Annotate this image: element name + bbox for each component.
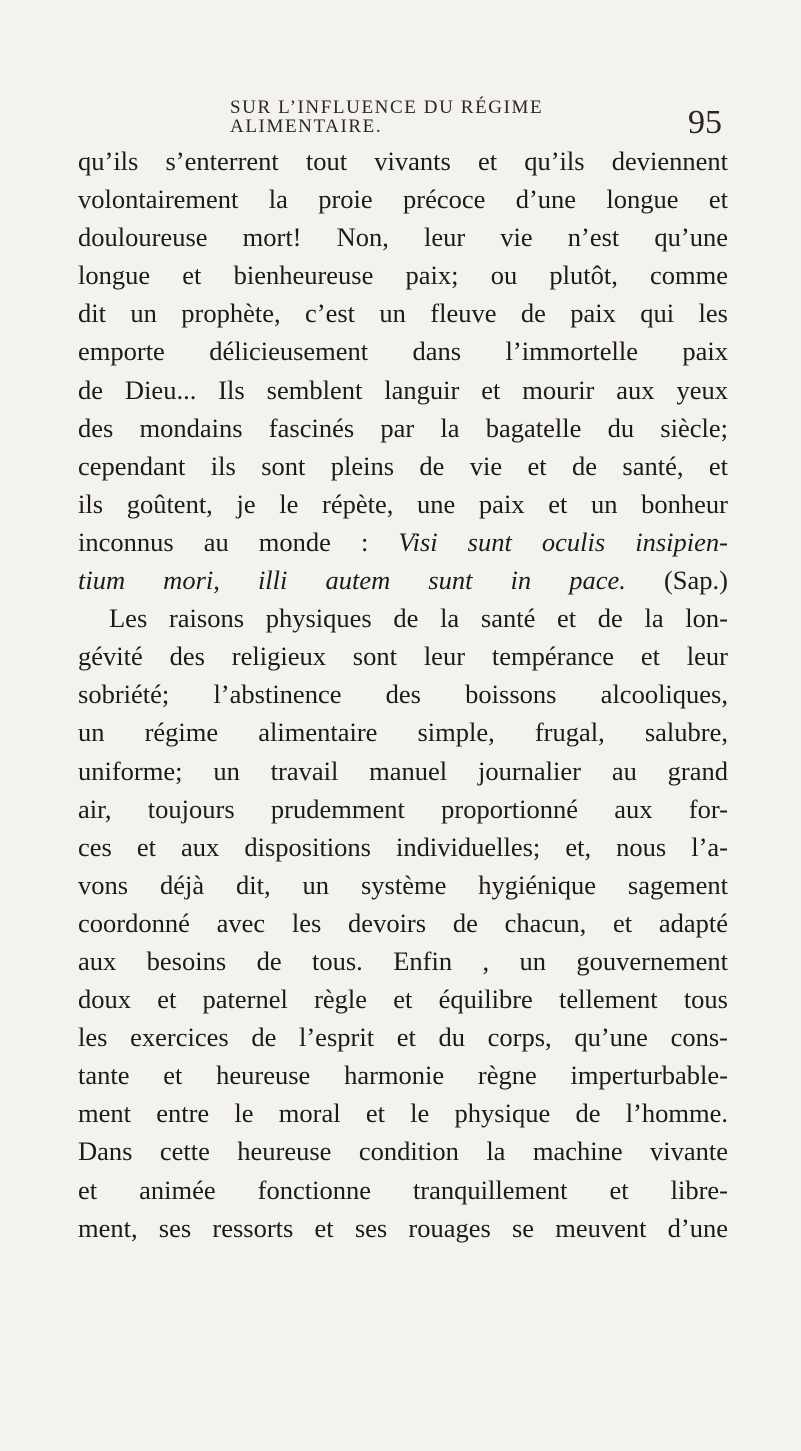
text-line: uniforme; un travail manuel journalier au grand bbox=[78, 755, 728, 786]
text-line: emporte délicieusement dans l’immortelle paix bbox=[78, 336, 728, 367]
text-line: dit un prophète, c’est un fleuve de paix qui les bbox=[78, 298, 728, 329]
text-line-with-latin-quote bbox=[78, 561, 728, 599]
latin-quote-italic: tium mori, illi autem sunt in pace. bbox=[78, 565, 626, 596]
text-line: ces et aux dispositions individuelles; et, nous l’a- bbox=[78, 831, 728, 862]
text-line: Dans cette heureuse condition la machine vivante bbox=[78, 1136, 728, 1167]
text-line: qu’ils s’enterrent tout vivants et qu’ils deviennent bbox=[78, 146, 728, 176]
paragraph-start-line: Les raisons physiques de la santé et de la lon- bbox=[109, 603, 728, 634]
running-title: SUR L’INFLUENCE DU RÉGIME ALIMENTAIRE. bbox=[230, 97, 544, 137]
text-line: sobriété; l’abstinence des boissons alcooliques, bbox=[78, 679, 728, 710]
text-line: et animée fonctionne tranquillement et libre- bbox=[78, 1174, 728, 1205]
text-line: vons déjà dit, un système hygiénique sagement bbox=[78, 869, 728, 900]
text-line: les exercices de l’esprit et du corps, qu’une cons- bbox=[78, 1022, 728, 1053]
text-line: volontairement la proie précoce d’une longue et bbox=[78, 184, 728, 215]
text-line: des mondains fascinés par la bagatelle du siècle; bbox=[78, 412, 728, 443]
citation: (Sap.) bbox=[625, 565, 729, 596]
text-line: coordonné avec les devoirs de chacun, et adapté bbox=[78, 907, 728, 938]
text-line: de Dieu... Ils semblent languir et mourir aux yeux bbox=[78, 374, 728, 405]
text-line: ment entre le moral et le physique de l’homme. bbox=[78, 1098, 728, 1129]
text-line: longue et bienheureuse paix; ou plutôt, comme bbox=[78, 260, 728, 291]
text-line: aux besoins de tous. Enfin , un gouvernement bbox=[78, 945, 728, 976]
text-line: un régime alimentaire simple, frugal, salubre, bbox=[78, 717, 728, 748]
text-line: tante et heureuse harmonie règne imperturbable- bbox=[78, 1060, 728, 1091]
text-line-with-latin-quote bbox=[78, 523, 728, 561]
page-number: 95 bbox=[688, 104, 722, 141]
body-text bbox=[78, 142, 728, 1247]
text-line: ment, ses ressorts et ses rouages se meuvent d’une bbox=[78, 1212, 728, 1243]
text-line: gévité des religieux sont leur tempérance et leur bbox=[78, 641, 728, 672]
text-line: cependant ils sont pleins de vie et de santé, et bbox=[78, 450, 728, 481]
text-line: doux et paternel règle et équilibre tellement tous bbox=[78, 984, 728, 1015]
text-line: air, toujours prudemment proportionné aux for- bbox=[78, 793, 728, 824]
text-line: douloureuse mort! Non, leur vie n’est qu’une bbox=[78, 222, 728, 253]
latin-quote-italic: Visi sunt oculis insipien- bbox=[398, 526, 728, 557]
text-span: inconnus au monde : bbox=[78, 526, 399, 557]
running-head bbox=[230, 97, 722, 141]
text-line: ils goûtent, je le répète, une paix et un bonheur bbox=[78, 488, 728, 519]
